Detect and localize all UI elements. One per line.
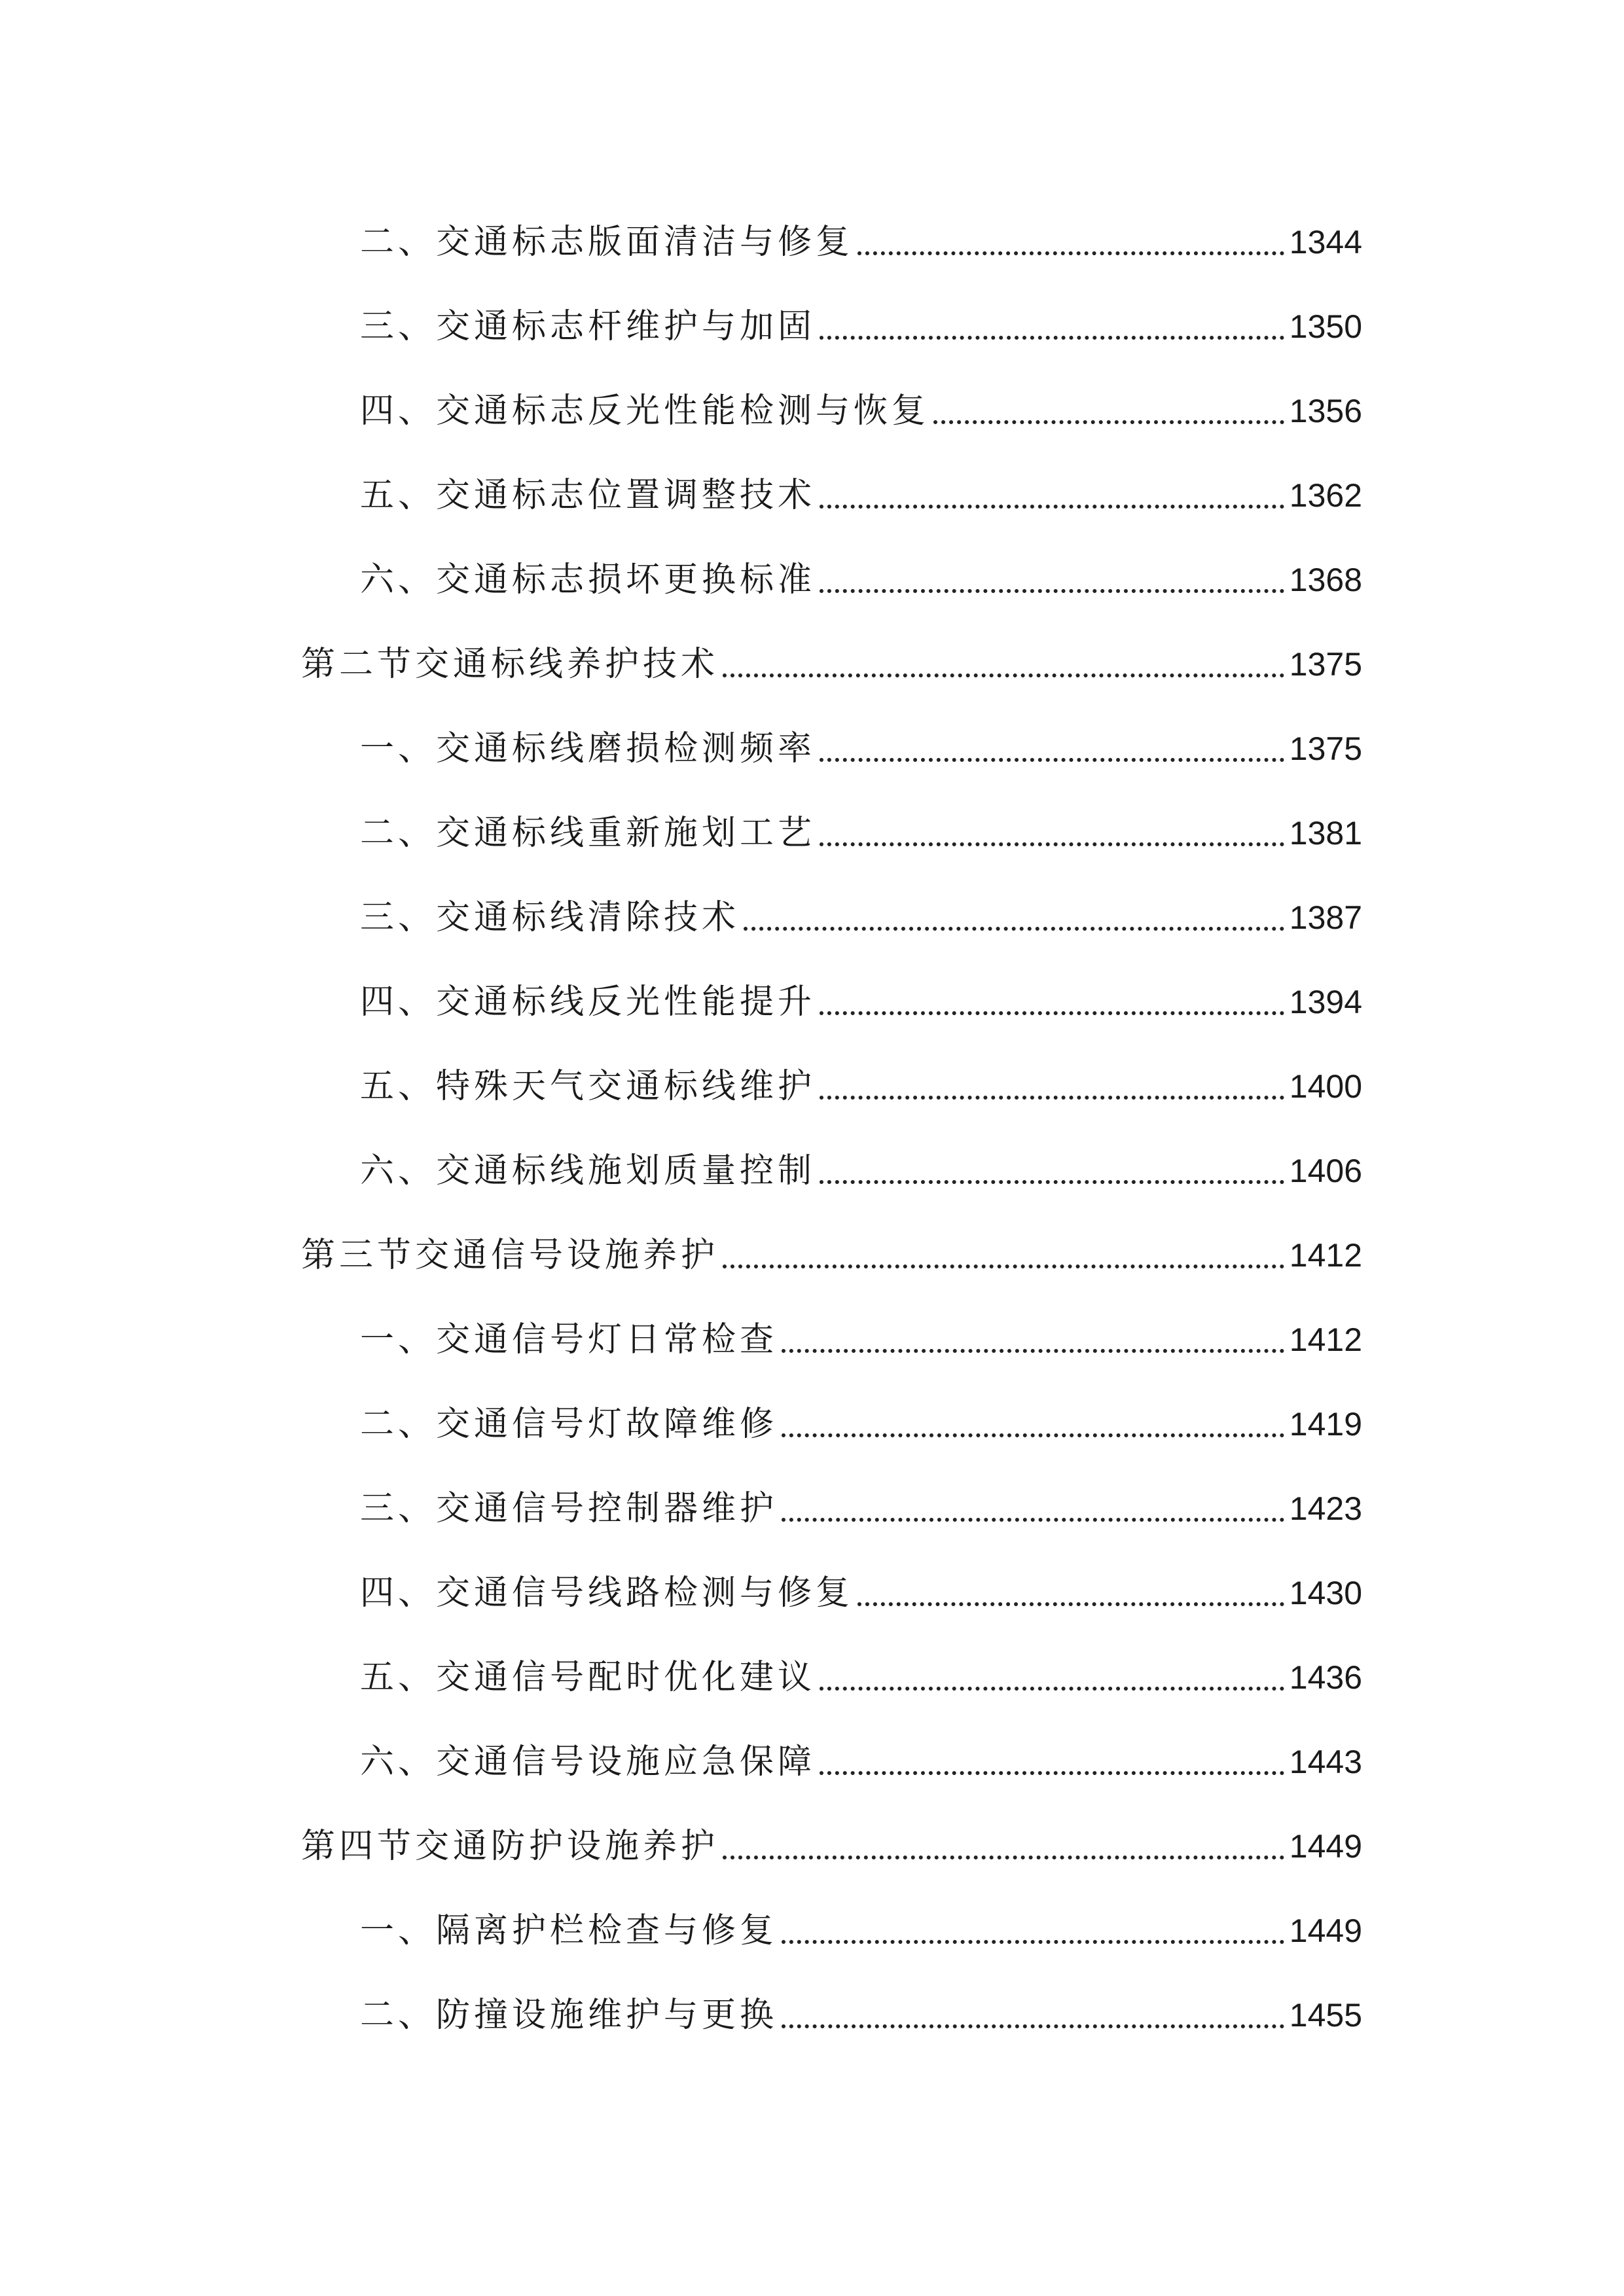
toc-entry-title: 三、交通标志杆维护与加固: [360, 307, 816, 346]
toc-entry-page: 1344: [1289, 224, 1362, 260]
dot-leader: [857, 251, 1284, 255]
toc-entry-page: 1419: [1289, 1406, 1362, 1443]
toc-entry-page: 1394: [1289, 984, 1362, 1020]
dot-leader: [857, 1602, 1284, 1606]
toc-entry-title: 六、交通标志损坏更换标准: [360, 560, 816, 600]
toc-entry[interactable]: [360, 800, 1362, 866]
dot-leader: [782, 2024, 1284, 2028]
toc-entry-title: 二、交通标志版面清洁与修复: [360, 223, 854, 262]
toc-entry-title: 二、交通标线重新施划工艺: [360, 814, 816, 853]
toc-entry-page: 1362: [1289, 477, 1362, 514]
toc-entry[interactable]: [360, 1645, 1362, 1710]
toc-entry-title: 第三节交通信号设施养护: [301, 1236, 719, 1275]
toc-entry-title: 三、交通信号控制器维护: [360, 1489, 778, 1528]
dot-leader: [820, 842, 1284, 846]
toc-entry[interactable]: [360, 1982, 1362, 2048]
dot-leader: [820, 1687, 1284, 1691]
toc-entry-page: 1375: [1289, 730, 1362, 767]
toc-entry[interactable]: [360, 885, 1362, 950]
toc-entry-page: 1412: [1289, 1237, 1362, 1274]
toc-entry[interactable]: [360, 1138, 1362, 1204]
toc-entry-page: 1406: [1289, 1153, 1362, 1189]
toc-entry-title: 六、交通信号设施应急保障: [360, 1742, 816, 1782]
dot-leader: [820, 758, 1284, 762]
dot-leader: [933, 420, 1284, 424]
toc-entry-page: 1443: [1289, 1744, 1362, 1780]
toc-entry-title: 第二节交通标线养护技术: [301, 645, 719, 684]
toc-entry-title: 五、特殊天气交通标线维护: [360, 1067, 816, 1106]
toc-entry-title: 二、防撞设施维护与更换: [360, 1996, 778, 2035]
toc-entry-title: 第四节交通防护设施养护: [301, 1827, 719, 1866]
dot-leader: [820, 336, 1284, 340]
dot-leader: [820, 1096, 1284, 1100]
toc-entry-title: 五、交通信号配时优化建议: [360, 1658, 816, 1697]
toc-entry[interactable]: [360, 1391, 1362, 1457]
toc-entry-page: 1381: [1289, 815, 1362, 852]
dot-leader: [820, 505, 1284, 509]
toc-entry[interactable]: [360, 1054, 1362, 1119]
toc-entry-page: 1400: [1289, 1068, 1362, 1105]
toc-entry-title: 五、交通标志位置调整技术: [360, 476, 816, 515]
toc-entry-title: 一、隔离护栏检查与修复: [360, 1911, 778, 1950]
toc-entry[interactable]: [360, 1307, 1362, 1372]
toc-entry-page: 1449: [1289, 1912, 1362, 1949]
toc-entry[interactable]: [360, 378, 1362, 444]
toc-entry-title: 四、交通信号线路检测与修复: [360, 1573, 854, 1613]
toc-entry-page: 1412: [1289, 1321, 1362, 1358]
toc-entry-title: 四、交通标志反光性能检测与恢复: [360, 391, 930, 431]
toc-entry[interactable]: [360, 547, 1362, 613]
dot-leader: [744, 927, 1284, 931]
toc-entry[interactable]: [360, 1729, 1362, 1795]
dot-leader: [820, 589, 1284, 593]
toc-entry-page: 1368: [1289, 562, 1362, 598]
toc-entry-page: 1430: [1289, 1575, 1362, 1611]
toc-entry[interactable]: [360, 463, 1362, 528]
dot-leader: [782, 1433, 1284, 1437]
toc-entry-page: 1423: [1289, 1490, 1362, 1527]
toc-entry-title: 四、交通标线反光性能提升: [360, 982, 816, 1022]
dot-leader: [782, 1940, 1284, 1944]
dot-leader: [782, 1349, 1284, 1353]
toc-entry-page: 1356: [1289, 393, 1362, 429]
toc-entry-page: 1455: [1289, 1997, 1362, 2034]
toc-entry-page: 1387: [1289, 899, 1362, 936]
toc-entry-title: 一、交通信号灯日常检查: [360, 1320, 778, 1359]
toc-entry[interactable]: [360, 1560, 1362, 1626]
toc-entry[interactable]: [301, 1814, 1362, 1879]
dot-leader: [820, 1180, 1284, 1184]
dot-leader: [723, 673, 1284, 677]
dot-leader: [782, 1518, 1284, 1522]
toc-entry-page: 1436: [1289, 1659, 1362, 1696]
toc-entry-title: 二、交通信号灯故障维修: [360, 1405, 778, 1444]
toc-entry-page: 1350: [1289, 308, 1362, 345]
toc-entry-title: 六、交通标线施划质量控制: [360, 1151, 816, 1191]
toc-entry[interactable]: [301, 1223, 1362, 1288]
toc-entry[interactable]: [301, 632, 1362, 697]
dot-leader: [723, 1265, 1284, 1268]
toc-entry-page: 1375: [1289, 646, 1362, 683]
toc-entry[interactable]: [360, 294, 1362, 359]
toc-entry[interactable]: [360, 716, 1362, 781]
toc-entry-page: 1449: [1289, 1828, 1362, 1865]
toc-entry-title: 一、交通标线磨损检测频率: [360, 729, 816, 768]
toc-entry[interactable]: [360, 969, 1362, 1035]
dot-leader: [820, 1771, 1284, 1775]
dot-leader: [723, 1856, 1284, 1859]
toc-entry[interactable]: [360, 1898, 1362, 1964]
toc-entry[interactable]: [360, 209, 1362, 275]
toc-entry-title: 三、交通标线清除技术: [360, 898, 740, 937]
dot-leader: [820, 1011, 1284, 1015]
toc-entry[interactable]: [360, 1476, 1362, 1541]
